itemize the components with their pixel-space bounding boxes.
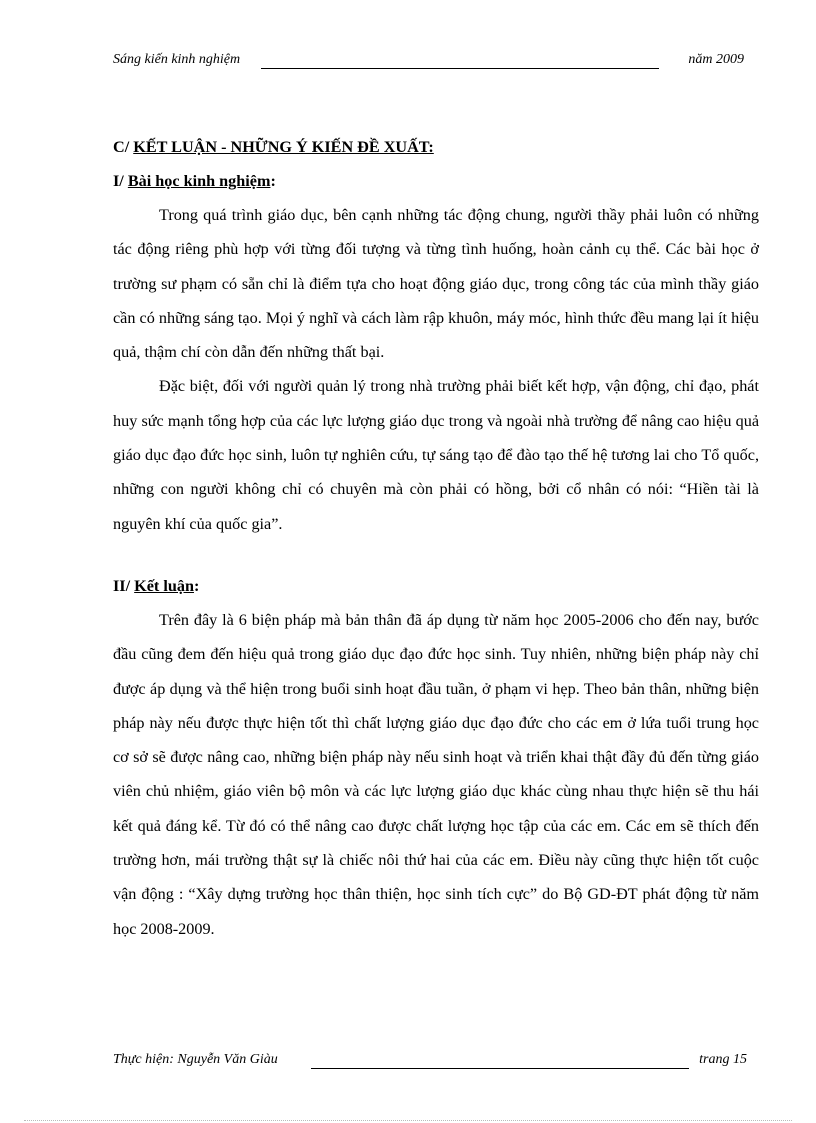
page-footer [113,1052,749,1074]
document-body [113,130,759,946]
section-heading-suffix: : [193,576,200,595]
footer-author: Thực hiện: Nguyễn Văn Giàu [113,1052,278,1067]
paragraph: Trên đây là 6 biện pháp mà bản thân đã áp dụng từ năm học 2005-2006 cho đến nay, bước đầu cũng đem đến hiệu quả trong giáo dục đạo đức học sinh. Tuy nhiên, những biện pháp này chỉ được áp dụng và thể hiện trong buổi sinh hoạt đầu tuần, ở phạm vi hẹp. Theo bản thân, những biện pháp này nếu được thực hiện tốt thì chất lượng giáo dục đạo đức cho các em ở lứa tuổi trung học cơ sở sẽ được nâng cao, những biện pháp này nếu sinh hoạt và triển khai thật đầy đủ đến từng giáo viên chủ nhiệm, giáo viên bộ môn và các lực lượng giáo dục khác cùng nhau thực hiện sẽ thu hái kết quả đáng kể. Từ đó có thể nâng cao được chất lượng học tập của các em. Các em sẽ thích đến trường hơn, mái trường thật sự là chiếc nôi thứ hai của các em. Điều này cũng thực hiện tốt cuộc vận động : “Xây dựng trường học thân thiện, học sinh tích cực” do Bộ GD-ĐT phát động từ năm học 2008-2009. [113,610,759,938]
section-heading-title: Kết luận [134,576,194,595]
section-heading-title: Bài học kinh nghiệm [127,172,271,190]
section-heading-prefix: C/ [113,138,134,156]
section-heading-prefix: II/ [113,576,135,595]
section-heading-summary [113,569,759,603]
footer-page-number: trang 15 [699,1052,747,1067]
section-heading-conclusion [113,130,759,164]
footer-rule [311,1068,689,1069]
paragraph: Trong quá trình giáo dục, bên cạnh những tác động chung, người thầy phải luôn có những tác động riêng phù hợp với từng đối tượng và từng tình huống, hoàn cảnh cụ thể. Các bài học ở trường sư phạm có sẵn chỉ là điểm tựa cho hoạt động giáo dục, trong công tác của mình thầy giáo cần có những sáng tạo. Mọi ý nghĩ và cách làm rập khuôn, máy móc, hình thức đều mang lại ít hiệu quả, thậm chí còn dẫn đến những thất bại. [113,206,759,362]
section-heading-suffix: : [270,172,276,190]
section-heading-title: KẾT LUẬN - NHỮNG Ý KIẾN ĐỀ XUẤT: [133,138,434,156]
spacer [113,541,759,569]
header-year: năm 2009 [688,52,744,67]
page-bottom-divider [24,1120,792,1121]
section-heading-lessons [113,164,759,198]
page-header [113,52,749,74]
section-heading-prefix: I/ [113,172,128,190]
header-title: Sáng kiến kinh nghiệm [113,52,241,67]
header-rule [261,68,659,69]
paragraph: Đặc biệt, đối với người quản lý trong nhà trường phải biết kết hợp, vận động, chỉ đạo, phát huy sức mạnh tổng hợp của các lực lượng giáo dục trong và ngoài nhà trường để nâng cao hiệu quả giáo dục đạo đức học sinh, luôn tự nghiên cứu, tự sáng tạo để đào tạo thế hệ tương lai cho Tổ quốc, những con người không chỉ có chuyên mà còn phải có hồng, bởi cổ nhân có nói: “Hiền tài là nguyên khí của quốc gia”. [113,377,759,533]
